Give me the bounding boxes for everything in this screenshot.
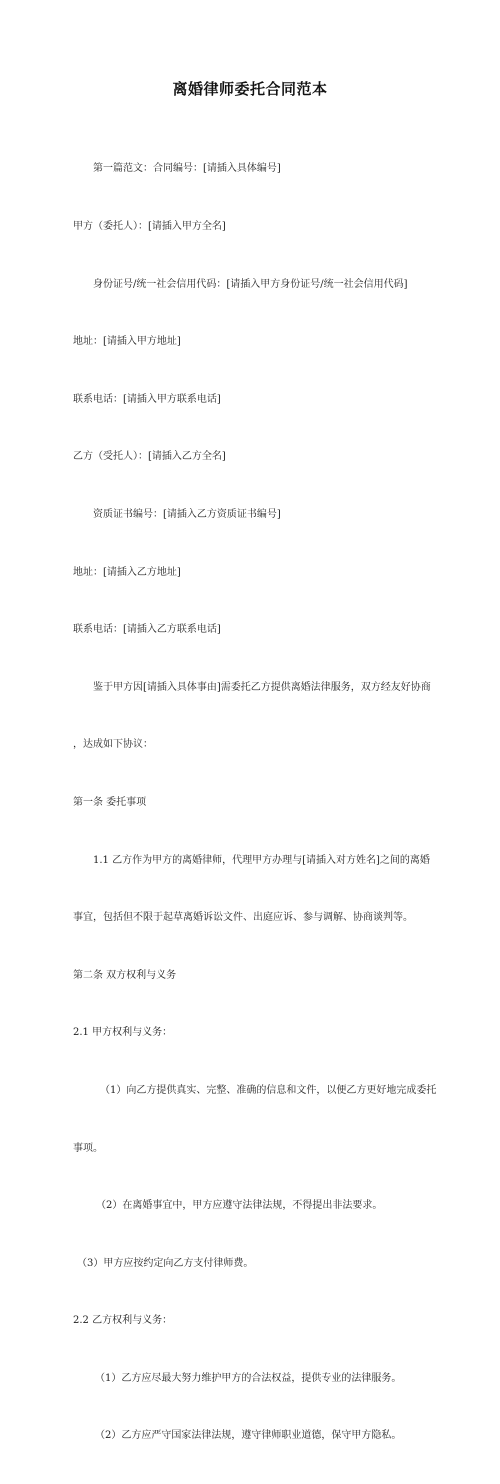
text-line: 乙方（受托人）：[请插入乙方全名]	[73, 451, 226, 463]
text-line: ，达成如下协议：	[73, 739, 153, 751]
text-line: （3）甲方应按约定向乙方支付律师费。	[77, 1257, 254, 1269]
text-line: 1.1 乙方作为甲方的离婚律师，代理甲方办理与[请插入对方姓名]之间的离婚	[93, 854, 430, 866]
text-line: 甲方（委托人）：[请插入甲方全名]	[73, 221, 226, 232]
text-line: 联系电话：[请插入甲方联系电话]	[73, 393, 221, 405]
text-line: 地址：[请插入乙方地址]	[73, 566, 181, 578]
text-line: （2）乙方应严守国家法律法规，遵守律师职业道德，保守甲方隐私。	[95, 1430, 402, 1442]
text-line: 鉴于甲方因[请插入具体事由]需委托乙方提供离婚法律服务，双方经友好协商	[93, 681, 431, 693]
text-line: 地址：[请插入甲方地址]	[73, 336, 181, 348]
text-line: 联系电话：[请插入乙方联系电话]	[73, 624, 221, 636]
text-line: 事宜，包括但不限于起草离婚诉讼文件、出庭应诉、参与调解、协商谈判等。	[73, 912, 413, 924]
text-line: 资质证书编号：[请插入乙方资质证书编号]	[93, 508, 281, 520]
text-line: 事项。	[73, 1142, 103, 1154]
section-heading: 第一条 委托事项	[73, 796, 147, 808]
text-line: （1）向乙方提供真实、完整、准确的信息和文件，以便乙方更好地完成委托	[100, 1084, 437, 1096]
subsection-heading: 2.1 甲方权利与义务：	[73, 1027, 173, 1039]
text-line: （1）乙方应尽最大努力维护甲方的合法权益，提供专业的法律服务。	[95, 1372, 402, 1384]
subsection-heading: 2.2 乙方权利与义务：	[73, 1315, 173, 1327]
text-line: 身份证号/统一社会信用代码：[请插入甲方身份证号/统一社会信用代码]	[93, 278, 408, 290]
section-heading: 第二条 双方权利与义务	[73, 969, 177, 981]
text-line: （2）在离婚事宜中，甲方应遵守法律法规，不得提出非法要求。	[96, 1200, 383, 1212]
document-body	[73, 121, 435, 1484]
text-line: 第一篇范文：合同编号：[请插入具体编号]	[93, 163, 281, 175]
document-title: 离婚律师委托合同范本	[172, 80, 328, 98]
